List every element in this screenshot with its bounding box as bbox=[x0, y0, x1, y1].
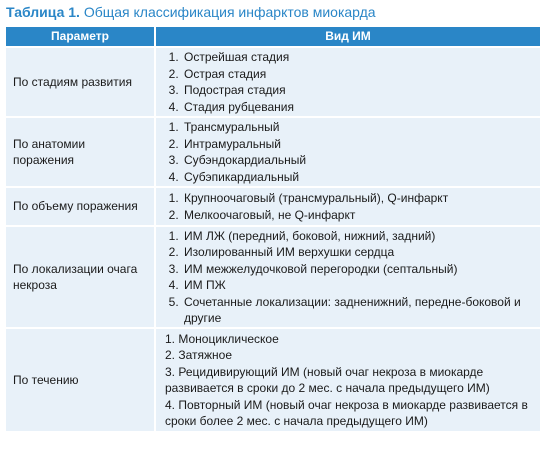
column-header-parameter: Параметр bbox=[6, 27, 155, 47]
table-caption-label: Таблица 1. bbox=[6, 4, 80, 20]
list-item: 1. ИМ ЛЖ (передний, боковой, нижний, задний) bbox=[182, 228, 534, 245]
list-item: 5. Сочетанные локализации: задненижний, передне-боковой и другие bbox=[182, 294, 534, 327]
list-item: 2. Мелкоочаговый, не Q-инфаркт bbox=[182, 207, 534, 224]
mi-type-list bbox=[165, 119, 534, 185]
parameter-cell: По анатомии поражения bbox=[6, 117, 155, 187]
classification-table bbox=[6, 27, 540, 431]
mi-type-cell bbox=[155, 226, 540, 328]
list-item: 1. Трансмуральный bbox=[182, 119, 534, 136]
list-item: 2. Изолированный ИМ верхушки сердца bbox=[182, 244, 534, 261]
table-header-row bbox=[6, 27, 540, 47]
table-row bbox=[6, 328, 540, 431]
mi-type-cell bbox=[155, 187, 540, 226]
mi-type-cell bbox=[155, 328, 540, 431]
list-item: 2. Затяжное bbox=[165, 348, 232, 362]
mi-type-list bbox=[165, 331, 534, 430]
list-item: 3. Субэндокардиальный bbox=[182, 152, 534, 169]
mi-type-cell bbox=[155, 117, 540, 187]
list-item: 2. Интрамуральный bbox=[182, 136, 534, 153]
list-item: 3. Рецидивирующий ИМ (новый очаг некроза в миокарде развивается в сроки до 2 мес. с начала предыдущего ИМ) bbox=[165, 364, 490, 395]
table-row bbox=[6, 47, 540, 117]
list-item: 1. Острейшая стадия bbox=[182, 49, 534, 66]
table-row bbox=[6, 226, 540, 328]
parameter-cell: По стадиям развития bbox=[6, 47, 155, 117]
table-row bbox=[6, 187, 540, 226]
list-item: 4. Стадия рубцевания bbox=[182, 99, 534, 116]
list-item: 4. Повторный ИМ (новый очаг некроза в миокарде развивается в сроки более 2 мес. с начала предыдущего ИМ) bbox=[165, 397, 528, 428]
mi-type-list bbox=[165, 190, 534, 223]
parameter-cell: По объему поражения bbox=[6, 187, 155, 226]
mi-type-cell bbox=[155, 47, 540, 117]
list-item: 3. ИМ межжелудочковой перегородки (септальный) bbox=[182, 261, 534, 278]
list-item: 1. Крупноочаговый (трансмуральный), Q-инфаркт bbox=[182, 190, 534, 207]
list-item: 1. Моноциклическое bbox=[165, 331, 279, 346]
list-item: 2. Острая стадия bbox=[182, 66, 534, 83]
list-item: 4. ИМ ПЖ bbox=[182, 277, 534, 294]
table-row bbox=[6, 117, 540, 187]
mi-type-list bbox=[165, 49, 534, 115]
column-header-mi-type: Вид ИМ bbox=[155, 27, 540, 47]
mi-type-list bbox=[165, 228, 534, 327]
parameter-cell: По течению bbox=[6, 328, 155, 431]
list-item: 3. Подострая стадия bbox=[182, 82, 534, 99]
list-item: 4. Субэпикардиальный bbox=[182, 169, 534, 186]
table-caption-title: Общая классификация инфарктов миокарда bbox=[83, 4, 376, 20]
parameter-cell: По локализации очага некроза bbox=[6, 226, 155, 328]
table-caption bbox=[6, 4, 376, 20]
